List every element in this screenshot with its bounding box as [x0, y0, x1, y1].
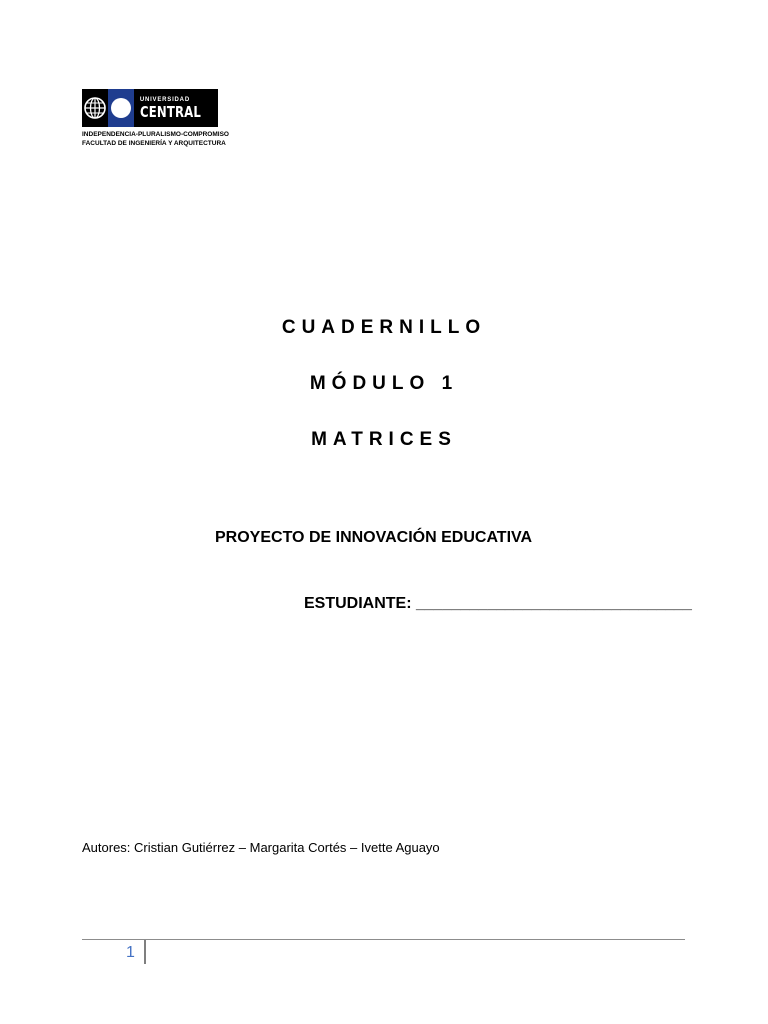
logo-small-text: UNIVERSIDAD	[139, 97, 190, 103]
logo-blue-block	[108, 89, 134, 127]
logo-big-text: CENTRAL	[139, 103, 201, 121]
motto-block	[82, 130, 229, 148]
project-heading: PROYECTO DE INNOVACIÓN EDUCATIVA	[215, 529, 533, 546]
student-field: ESTUDIANTE: _______________________________	[304, 595, 692, 612]
title-matrices: MATRICES	[311, 429, 457, 450]
footer-divider	[82, 939, 685, 940]
globe-icon	[82, 89, 108, 127]
motto-line-1: INDEPENDENCIA-PLURALISMO-COMPROMISO	[82, 131, 229, 138]
university-logo	[82, 89, 218, 127]
title-modulo: MÓDULO 1	[309, 373, 459, 394]
logo-wordmark	[134, 89, 218, 127]
authors-line: Autores: Cristian Gutiérrez – Margarita Cortés – Ivette Aguayo	[82, 840, 440, 855]
faculty-line: FACULTAD DE INGENIERÍA Y ARQUITECTURA	[82, 140, 226, 147]
title-cuadernillo: CUADERNILLO	[281, 317, 487, 338]
logo-circle-icon	[111, 98, 131, 118]
page-number-divider	[144, 940, 146, 964]
page-number: 1	[126, 944, 135, 961]
